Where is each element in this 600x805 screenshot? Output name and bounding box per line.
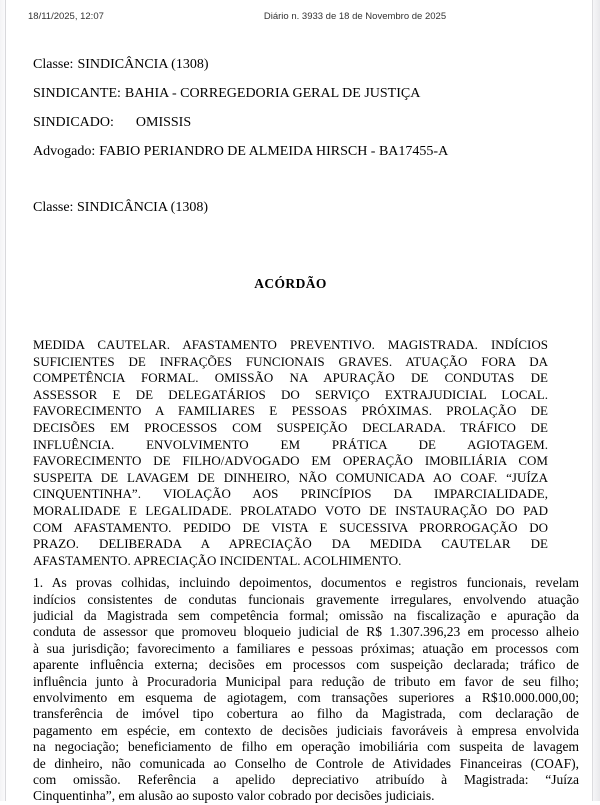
ementa-line: COMPETÊNCIA FORMAL. OMISSÃO NA APURAÇÃO DE CONDUTAS DE xyxy=(33,370,548,386)
ementa-line: ASSESSOR E DE DELEGATÁRIOS DO SERVIÇO EXTRAJUDICIAL LOCAL. xyxy=(33,386,548,402)
paragraph-line: transferência de imóvel tipo cobertura ao filho da Magistrada, com declaração de xyxy=(33,706,579,722)
field-value: SINDICÂNCIA (1308) xyxy=(77,57,209,72)
ementa-line: DECISÕES EM PROCESSOS COM SUSPEIÇÃO DECLARADA. TRÁFICO DE xyxy=(33,419,548,435)
field-value: BAHIA - CORREGEDORIA GERAL DE JUSTIÇA xyxy=(124,86,421,101)
ementa-block xyxy=(33,337,548,569)
paragraph-line: Cinquentinha”, em alusão ao suposto valor cobrado por decisões judiciais. xyxy=(33,788,435,804)
paragraph-line: aparente influência externa; decisões em processos com suspeição declarada; tráfico de xyxy=(33,657,579,673)
ementa-line: FAVORECIMENTO DE FILHO/ADVOGADO EM OPERAÇÃO IMOBILIÁRIA COM xyxy=(33,453,548,469)
ementa-line: PRAZO. DELIBERADA A APRECIAÇÃO DA MEDIDA CAUTELAR DE xyxy=(33,536,548,552)
case-fields-block xyxy=(33,58,579,159)
paragraph-line: pagamento em espécie, em contexto de decisões judiciais favoráveis à empresa envolvida xyxy=(33,722,579,738)
ementa-line: MORALIDADE E LEGALIDADE. PROLATADO VOTO DE INSTAURAÇÃO DO PAD xyxy=(33,502,548,518)
ementa-line: MEDIDA CAUTELAR. AFASTAMENTO PREVENTIVO. MAGISTRADA. INDÍCIOS xyxy=(33,337,548,352)
field-label: SINDICANTE: xyxy=(33,86,121,101)
case-field-classe-repeat: Classe: SINDICÂNCIA (1308) xyxy=(33,200,208,215)
paragraph-line: na negociação; beneficiamento de filho em operação imobiliária com suspeita de lavagem xyxy=(33,739,579,755)
field-label: SINDICADO: xyxy=(33,115,114,130)
section-heading-acordao: ACÓRDÃO xyxy=(254,276,327,291)
paragraph-line: judicial da Magistrada sem competência formal; omissão na fiscalização e apuração da xyxy=(33,608,579,624)
case-field-classe xyxy=(33,58,579,72)
case-field-sindicado xyxy=(33,116,579,130)
field-value: OMISSIS xyxy=(135,115,192,130)
ementa-line: SUSPEITA DE LAVAGEM DE DINHEIRO, NÃO COMUNICADA AO COAF. “JUÍZA xyxy=(33,469,548,485)
case-field-advogado xyxy=(33,145,579,159)
ementa-line: AFASTAMENTO. APRECIAÇÃO INCIDENTAL. ACOLHIMENTO. xyxy=(33,552,402,568)
ementa-line: INFLUÊNCIA. ENVOLVIMENTO EM PRÁTICA DE AGIOTAGEM. xyxy=(33,436,548,452)
page-left-edge xyxy=(0,0,6,801)
ementa-line: COM AFASTAMENTO. PEDIDO DE VISTA E SUCESSIVA PRORROGAÇÃO DO xyxy=(33,519,548,535)
ementa-line: SUFICIENTES DE INFRAÇÕES FUNCIONAIS GRAVES. ATUAÇÃO FORA DA xyxy=(33,353,548,369)
document-content xyxy=(33,0,579,805)
paragraph-line: 1. As provas colhidas, incluindo depoimentos, documentos e registros funcionais, revelam xyxy=(33,575,579,591)
paragraph-line: com omissão. Referência a apelido depreciativo atribuído à Magistrada: “Juíza xyxy=(33,772,579,787)
diary-title: Diário n. 3933 de 18 de Novembro de 2025 xyxy=(263,11,447,22)
field-value: FABIO PERIANDRO DE ALMEIDA HIRSCH - BA17455-A xyxy=(99,144,449,159)
ementa-line: CINQUENTINHA”. VIOLAÇÃO AOS PRINCÍPIOS DA IMPARCIALIDADE, xyxy=(33,486,548,502)
paragraph-line: à sua jurisdição; favorecimento a familiares e pessoas próximas; atuação em processos com xyxy=(33,640,579,656)
paragraph-line: de dinheiro, não comunicada ao Conselho de Controle de Atividades Financeiras (COAF), xyxy=(33,755,579,771)
decision-paragraph-1 xyxy=(33,575,579,804)
field-label: Advogado: xyxy=(33,144,96,159)
case-field-sindicante xyxy=(33,87,579,101)
paragraph-line: conduta de assessor que promoveu bloqueio judicial de R$ 1.307.396,23 em processo alheio xyxy=(33,624,579,640)
ementa-line: FAVORECIMENTO A FAMILIARES E PESSOAS PRÓXIMAS. PROLAÇÃO DE xyxy=(33,403,548,419)
print-datetime: 18/11/2025, 12:07 xyxy=(28,11,104,22)
paragraph-line: envolvimento em esquema de agiotagem, com transações superiores a R$10.000.000,00; xyxy=(33,690,579,706)
page-right-edge xyxy=(592,0,600,801)
paragraph-line: influência junto à Procuradoria Municipal para redução de tributo em favor de seu filho; xyxy=(33,673,579,689)
paragraph-line: indícios consistentes de condutas funcionais gravemente irregulares, envolvendo atuação xyxy=(33,591,579,607)
field-label: Classe: xyxy=(33,57,74,72)
